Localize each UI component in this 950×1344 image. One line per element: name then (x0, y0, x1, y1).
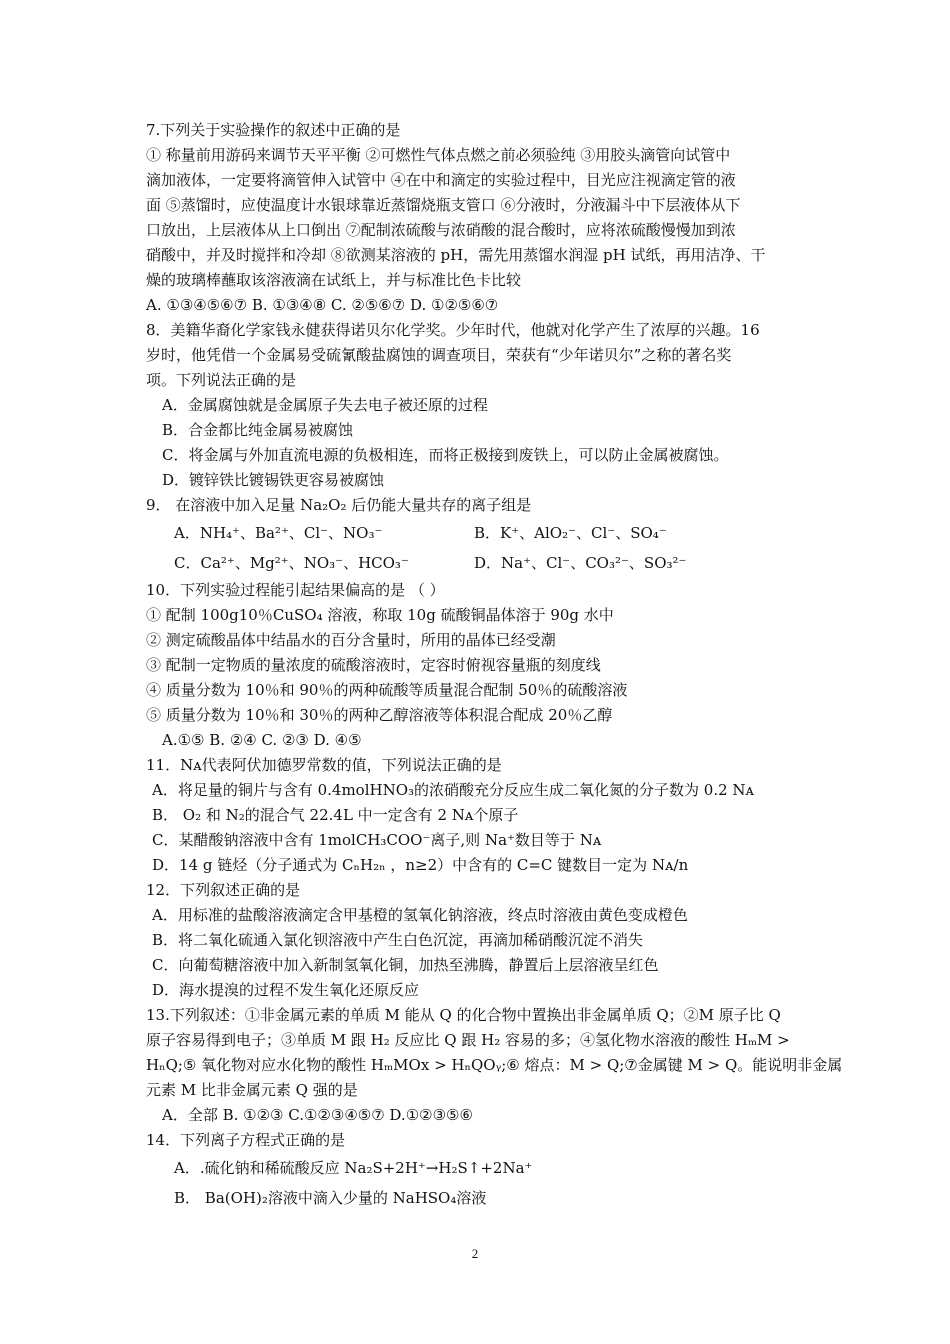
question-text-line: 滴加液体，一定要将滴管伸入试管中 ④在中和滴定的实验过程中，目光应注视滴定管的液 (146, 171, 736, 189)
option-a: A．将足量的铜片与含有 0.4molHNO₃的浓硝酸充分反应生成二氧化氮的分子数为 0.2 Nᴀ (152, 781, 755, 799)
question-stem: 8．美籍华裔化学家钱永健获得诺贝尔化学奖。少年时代，他就对化学产生了浓厚的兴趣。16 (146, 321, 760, 339)
question-text-line: ③ 配制一定物质的量浓度的硫酸溶液时，定容时俯视容量瓶的刻度线 (146, 656, 601, 674)
option-c: C．将金属与外加直流电源的负极相连，而将正极接到废铁上，可以防止金属被腐蚀。 (162, 446, 729, 464)
question-12 (146, 878, 816, 1003)
answer-options: A. ①③④⑤⑥⑦ B. ①③④⑧ C. ②⑤⑥⑦ D. ①②⑤⑥⑦ (146, 296, 499, 314)
question-text-line: 岁时，他凭借一个金属易受硫氰酸盐腐蚀的调查项目，荣获有“少年诺贝尔”之称的著名奖 (146, 346, 732, 364)
option-c: C．Ca²⁺、Mg²⁺、NO₃⁻、HCO₃⁻ (174, 554, 409, 572)
option-b: B．将二氧化硫通入氯化钡溶液中产生白色沉淀，再滴加稀硝酸沉淀不消失 (152, 931, 644, 949)
option-d: D．海水提溴的过程不发生氧化还原反应 (152, 981, 420, 999)
question-text-line: ④ 质量分数为 10％和 90％的两种硫酸等质量混合配制 50％的硫酸溶液 (146, 681, 628, 699)
option-a: A．用标准的盐酸溶液滴定含甲基橙的氢氧化钠溶液，终点时溶液由黄色变成橙色 (152, 906, 688, 924)
question-10 (146, 578, 816, 753)
question-9 (146, 493, 816, 578)
question-text-line: ① 称量前用游码来调节天平平衡 ②可燃性气体点燃之前必须验纯 ③用胶头滴管向试管中 (146, 146, 731, 164)
question-text-line: 面 ⑤蒸馏时，应使温度计水银球靠近蒸馏烧瓶支管口 ⑥分液时，分液漏斗中下层液体从下 (146, 196, 741, 214)
answer-options: A．全部 B. ①②③ C.①②③④⑤⑦ D.①②③⑤⑥ (162, 1106, 473, 1124)
option-row (146, 548, 816, 578)
question-text-line: ② 测定硫酸晶体中结晶水的百分含量时，所用的晶体已经受潮 (146, 631, 556, 649)
option-a: A．金属腐蚀就是金属原子失去电子被还原的过程 (162, 396, 488, 414)
question-text-line: 元素 M 比非金属元素 Q 强的是 (146, 1081, 358, 1099)
question-14 (146, 1128, 816, 1213)
question-text-line: 硝酸中，并及时搅拌和冷却 ⑧欲测某溶液的 pH，需先用蒸馏水润湿 pH 试纸，再用洁净、干 (146, 246, 766, 264)
option-b: B．合金都比纯金属易被腐蚀 (162, 421, 354, 439)
option-row (146, 518, 816, 548)
option-d: D．14 g 链烃（分子通式为 CₙH₂ₙ ，n≥2）中含有的 C=C 键数目一定为 Nᴀ/n (152, 856, 689, 874)
question-text-line: ⑤ 质量分数为 10％和 30％的两种乙醇溶液等体积混合配成 20％乙醇 (146, 706, 613, 724)
question-text-line: ① 配制 100g10％CuSO₄ 溶液，称取 10g 硫酸铜晶体溶于 90g 水中 (146, 606, 614, 624)
answer-options: A.①⑤ B. ②④ C. ②③ D. ④⑤ (162, 731, 362, 749)
option-b: B． O₂ 和 N₂的混合气 22.4L 中一定含有 2 Nᴀ个原子 (152, 806, 519, 824)
question-7 (146, 118, 816, 318)
option-b: B．K⁺、AlO₂⁻、Cl⁻、SO₄⁻ (474, 524, 667, 542)
question-11 (146, 753, 816, 878)
question-text-line: HₙQ;⑤ 氧化物对应水化物的酸性 HₘMOx > HₙQOᵧ;⑥ 熔点：M > Q;⑦金属键 M > Q。能说明非金属 (146, 1056, 843, 1074)
question-text-line: 口放出，上层液体从上口倒出 ⑦配制浓硫酸与浓硝酸的混合酸时，应将浓硫酸慢慢加到浓 (146, 221, 736, 239)
question-stem: 10．下列实验过程能引起结果偏高的是 （ ） (146, 581, 445, 599)
option-c: C．某醋酸钠溶液中含有 1molCH₃COO⁻离子,则 Na⁺数目等于 Nᴀ (152, 831, 602, 849)
question-stem: 7.下列关于实验操作的叙述中正确的是 (146, 121, 401, 139)
option-d: D．镀锌铁比镀锡铁更容易被腐蚀 (162, 471, 385, 489)
question-8 (146, 318, 816, 493)
question-stem: 9． 在溶液中加入足量 Na₂O₂ 后仍能大量共存的离子组是 (146, 496, 532, 514)
question-stem: 11．Nᴀ代表阿伏加德罗常数的值，下列说法正确的是 (146, 756, 502, 774)
page-number: 2 (471, 1246, 479, 1261)
option-c: C．向葡萄糖溶液中加入新制氢氧化铜，加热至沸腾，静置后上层溶液呈红色 (152, 956, 659, 974)
question-stem: 12．下列叙述正确的是 (146, 881, 301, 899)
option-b: B． Ba(OH)₂溶液中滴入少量的 NaHSO₄溶液 (174, 1189, 487, 1207)
question-stem: 14．下列离子方程式正确的是 (146, 1131, 346, 1149)
question-text-line: 项。下列说法正确的是 (146, 371, 297, 389)
question-text-line: 燥的玻璃棒蘸取该溶液滴在试纸上，并与标准比色卡比较 (146, 271, 522, 289)
question-stem: 13.下列叙述：①非金属元素的单质 M 能从 Q 的化合物中置换出非金属单质 Q；②M 原子比 Q (146, 1006, 781, 1024)
exam-page (146, 118, 843, 1213)
option-d: D．Na⁺、Cl⁻、CO₃²⁻、SO₃²⁻ (474, 554, 687, 572)
question-text-line: 原子容易得到电子；③单质 M 跟 H₂ 反应比 Q 跟 H₂ 容易的多；④氢化物水溶液的酸性 HₘM > (146, 1031, 790, 1049)
option-a: A．NH₄⁺、Ba²⁺、Cl⁻、NO₃⁻ (174, 524, 383, 542)
option-a: A．.硫化钠和稀硫酸反应 Na₂S+2H⁺→H₂S↑+2Na⁺ (174, 1159, 533, 1177)
question-13 (146, 1003, 843, 1128)
